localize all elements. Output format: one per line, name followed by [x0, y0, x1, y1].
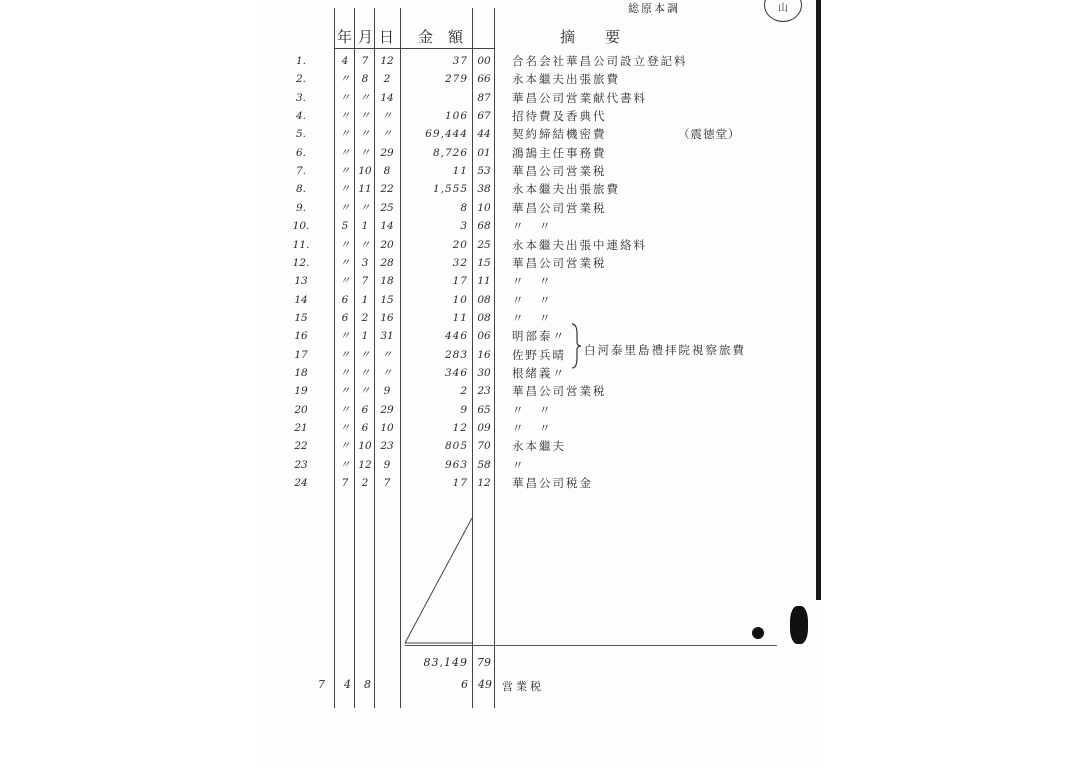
row-number: 22 [294, 440, 308, 453]
table-row [0, 54, 1088, 72]
row-yen: 963 [444, 458, 468, 471]
row-month: 〃 [359, 128, 371, 141]
row-day: 7 [383, 477, 391, 490]
row-year: 〃 [339, 110, 351, 123]
table-row [0, 146, 1088, 164]
row-description: 華昌公司営業税 [512, 200, 607, 215]
group-note: 白河泰里島禮拝院視察旅費 [584, 343, 746, 357]
table-row [0, 72, 1088, 90]
row-month: 〃 [359, 91, 371, 104]
row-yen: 3 [460, 220, 468, 233]
row-yen: 8 [460, 201, 468, 214]
row-sen: 70 [477, 440, 491, 453]
row-sen: 58 [477, 458, 491, 471]
row-day: 23 [380, 440, 394, 453]
row-month: 〃 [359, 238, 371, 251]
row-year: 〃 [339, 275, 351, 288]
row-day: 15 [380, 293, 394, 306]
row-year: 6 [341, 293, 349, 306]
row-day: 16 [380, 311, 394, 324]
row-month: 6 [361, 422, 369, 434]
row-description: 佐野兵晴 [512, 347, 566, 362]
row-description: 〃 〃 [512, 274, 553, 289]
table-row [0, 458, 1088, 476]
table-row [0, 384, 1088, 402]
row-day: 8 [383, 165, 391, 178]
row-year: 〃 [339, 403, 351, 416]
row-yen: 37 [452, 55, 468, 67]
row-number: 5. [295, 128, 307, 141]
header-summary: 摘 要 [560, 28, 621, 46]
header-month: 月 [358, 28, 374, 46]
row-year: 〃 [339, 256, 351, 269]
row-year: 4 [341, 55, 349, 67]
row-number: 1. [295, 55, 307, 67]
row-sen: 16 [477, 348, 491, 361]
row-day: 28 [380, 256, 394, 269]
row-description: 招待費及香典代 [512, 109, 607, 124]
row-yen: 11 [452, 311, 468, 324]
row-yen: 8,726 [432, 146, 468, 159]
row-month: 1 [361, 330, 369, 343]
row-sen: 38 [477, 183, 491, 196]
header-rule [335, 48, 495, 49]
row-year: 〃 [339, 385, 351, 398]
row-sen: 11 [477, 275, 491, 288]
ink-blot [752, 627, 764, 639]
row-month: 2 [361, 477, 369, 490]
row-number: 23 [294, 458, 308, 471]
row-day: 31 [380, 330, 394, 343]
header-day: 日 [379, 28, 395, 46]
row-day: 2 [383, 73, 391, 86]
row-month: 12 [358, 458, 372, 471]
row-description: 華昌公司営業税 [512, 164, 607, 179]
row-number: 21 [294, 422, 308, 434]
row-year: 〃 [339, 348, 351, 361]
row-description: 華昌公司営業税 [512, 384, 607, 399]
row-number: 7. [295, 165, 307, 178]
row-yen: 9 [460, 403, 468, 416]
row-description: 永本繼夫出張旅費 [512, 182, 620, 197]
row-year: 〃 [339, 146, 351, 159]
row-year: 5 [341, 220, 349, 233]
row-sen: 15 [477, 256, 491, 269]
row-description: 〃 〃 [512, 402, 553, 417]
ink-blot [790, 606, 808, 644]
table-row [0, 238, 1088, 256]
row-description: 〃 [512, 457, 526, 472]
row-number: 6. [295, 146, 307, 159]
row-day: 20 [380, 238, 394, 251]
row-day: 〃 [381, 128, 393, 141]
header-amount: 金 額 [418, 28, 464, 46]
row-description: 〃 〃 [512, 292, 553, 307]
row-description: 華昌公司営業献代書料 [512, 90, 647, 105]
final-desc: 営業税 [502, 680, 544, 693]
row-description: 永本繼夫出張中連絡料 [512, 237, 647, 252]
row-sen: 23 [477, 385, 491, 398]
row-year: 〃 [339, 458, 351, 471]
row-yen: 106 [444, 110, 468, 123]
row-day: 22 [380, 183, 394, 196]
row-sen: 09 [477, 422, 491, 434]
row-sen: 25 [477, 238, 491, 251]
total-sen: 79 [477, 656, 491, 669]
table-row [0, 293, 1088, 311]
total-yen: 83,149 [423, 656, 468, 669]
row-number: 4. [295, 110, 307, 123]
row-day: 18 [380, 275, 394, 288]
row-day: 〃 [381, 348, 393, 361]
row-yen: 279 [444, 73, 468, 86]
row-number: 2. [295, 73, 307, 86]
table-row [0, 219, 1088, 237]
row-number: 12. [292, 256, 310, 269]
row-day: 9 [383, 385, 391, 398]
row-year: 〃 [339, 73, 351, 86]
row-yen: 69,444 [425, 128, 468, 141]
row-yen: 446 [444, 330, 468, 343]
table-row [0, 91, 1088, 109]
table-row [0, 403, 1088, 421]
row-year: 7 [341, 477, 349, 490]
row-month: 〃 [359, 385, 371, 398]
row-month: 〃 [359, 348, 371, 361]
table-row [0, 201, 1088, 219]
row-day: 〃 [381, 110, 393, 123]
row-description: 永本繼夫出張旅費 [512, 72, 620, 87]
row-number: 11. [292, 238, 310, 251]
row-day: 14 [380, 91, 394, 104]
seal-stamp: 山 [764, 0, 802, 22]
row-note: （震徳堂） [678, 127, 741, 142]
row-sen: 06 [477, 330, 491, 343]
row-description: 〃 〃 [512, 421, 553, 435]
row-sen: 08 [477, 311, 491, 324]
row-month: 7 [361, 275, 369, 288]
row-sen: 10 [477, 201, 491, 214]
final-year: 7 [318, 678, 325, 691]
row-sen: 12 [477, 477, 491, 490]
row-number: 19 [294, 385, 308, 398]
row-month: 10 [358, 165, 372, 178]
row-sen: 66 [477, 73, 491, 86]
row-year: 〃 [339, 91, 351, 104]
row-sen: 53 [477, 165, 491, 178]
row-sen: 30 [477, 366, 491, 379]
row-month: 2 [361, 311, 369, 324]
row-description: 契約締結機密費 [512, 127, 607, 142]
row-yen: 1,555 [432, 183, 468, 196]
row-year: 〃 [339, 165, 351, 178]
row-number: 18 [294, 366, 308, 379]
row-sen: 68 [477, 220, 491, 233]
row-month: 7 [361, 55, 369, 67]
row-description: 華昌公司税金 [512, 476, 593, 491]
row-description: 永本繼夫 [512, 439, 566, 454]
row-month: 1 [361, 293, 369, 306]
row-year: 〃 [339, 440, 351, 453]
row-day: 29 [380, 403, 394, 416]
row-sen: 87 [477, 91, 491, 104]
row-number: 14 [294, 293, 308, 306]
row-day: 29 [380, 146, 394, 159]
row-day: 10 [380, 422, 394, 434]
row-description: 〃 〃 [512, 219, 553, 234]
cancel-diagonal-line [400, 515, 480, 650]
total-rule [405, 645, 777, 646]
row-yen: 805 [444, 440, 468, 453]
row-yen: 346 [444, 366, 468, 379]
header-year: 年 [337, 28, 353, 46]
table-row [0, 182, 1088, 200]
row-number: 10. [292, 220, 310, 233]
row-month: 3 [361, 256, 369, 269]
final-yen: 6 [461, 678, 468, 691]
table-row [0, 109, 1088, 127]
row-yen: 12 [452, 422, 468, 434]
table-row [0, 348, 1088, 366]
row-number: 24 [294, 477, 308, 490]
group-brace [570, 322, 582, 370]
header-note: 総原本調 [628, 2, 680, 15]
row-description: 鴻鵠主任事務費 [512, 145, 607, 160]
row-year: 〃 [339, 183, 351, 196]
row-month: 〃 [359, 201, 371, 214]
row-year: 6 [341, 311, 349, 324]
row-yen: 17 [452, 275, 468, 288]
final-sen: 49 [478, 678, 492, 691]
row-sen: 00 [477, 55, 491, 67]
row-sen: 01 [477, 146, 491, 159]
table-row [0, 366, 1088, 384]
row-yen: 10 [452, 293, 468, 306]
row-number: 17 [294, 348, 308, 361]
row-day: 14 [380, 220, 394, 233]
row-number: 15 [294, 311, 308, 324]
row-month: 〃 [359, 146, 371, 159]
row-month: 8 [361, 73, 369, 86]
table-row [0, 476, 1088, 494]
table-row [0, 311, 1088, 329]
row-month: 11 [358, 183, 372, 196]
row-description: 明部泰〃 [512, 329, 566, 344]
row-day: 12 [380, 55, 394, 67]
row-month: 6 [361, 403, 369, 416]
row-description: 〃 〃 [512, 310, 553, 325]
row-sen: 67 [477, 110, 491, 123]
final-month: 4 [344, 678, 351, 691]
row-number: 16 [294, 330, 308, 343]
table-row [0, 421, 1088, 439]
row-number: 8. [295, 183, 307, 196]
row-yen: 32 [452, 256, 468, 269]
row-day: 〃 [381, 366, 393, 379]
table-row [0, 256, 1088, 274]
row-year: 〃 [339, 201, 351, 214]
row-description: 根緒義〃 [512, 365, 566, 380]
row-year: 〃 [339, 128, 351, 141]
table-row [0, 164, 1088, 182]
row-month: 10 [358, 440, 372, 453]
table-row [0, 274, 1088, 292]
row-description: 華昌公司営業税 [512, 255, 607, 270]
row-day: 9 [383, 458, 391, 471]
row-year: 〃 [339, 366, 351, 379]
row-number: 3. [295, 91, 307, 104]
table-row [0, 127, 1088, 145]
row-sen: 08 [477, 293, 491, 306]
row-year: 〃 [339, 330, 351, 343]
row-yen: 20 [452, 238, 468, 251]
row-year: 〃 [339, 422, 351, 434]
row-yen: 11 [452, 165, 468, 178]
table-row [0, 329, 1088, 347]
final-day: 8 [364, 678, 371, 691]
row-yen: 17 [452, 477, 468, 490]
row-sen: 65 [477, 403, 491, 416]
table-row [0, 439, 1088, 457]
row-month: 〃 [359, 110, 371, 123]
row-sen: 44 [477, 128, 491, 141]
row-yen: 2 [460, 385, 468, 398]
row-number: 9. [295, 201, 307, 214]
row-day: 25 [380, 201, 394, 214]
row-month: 1 [361, 220, 369, 233]
row-year: 〃 [339, 238, 351, 251]
row-number: 20 [294, 403, 308, 416]
row-number: 13 [294, 275, 308, 288]
row-yen: 283 [444, 348, 468, 361]
row-month: 〃 [359, 366, 371, 379]
row-description: 合名会社華昌公司設立登記料 [512, 54, 688, 68]
